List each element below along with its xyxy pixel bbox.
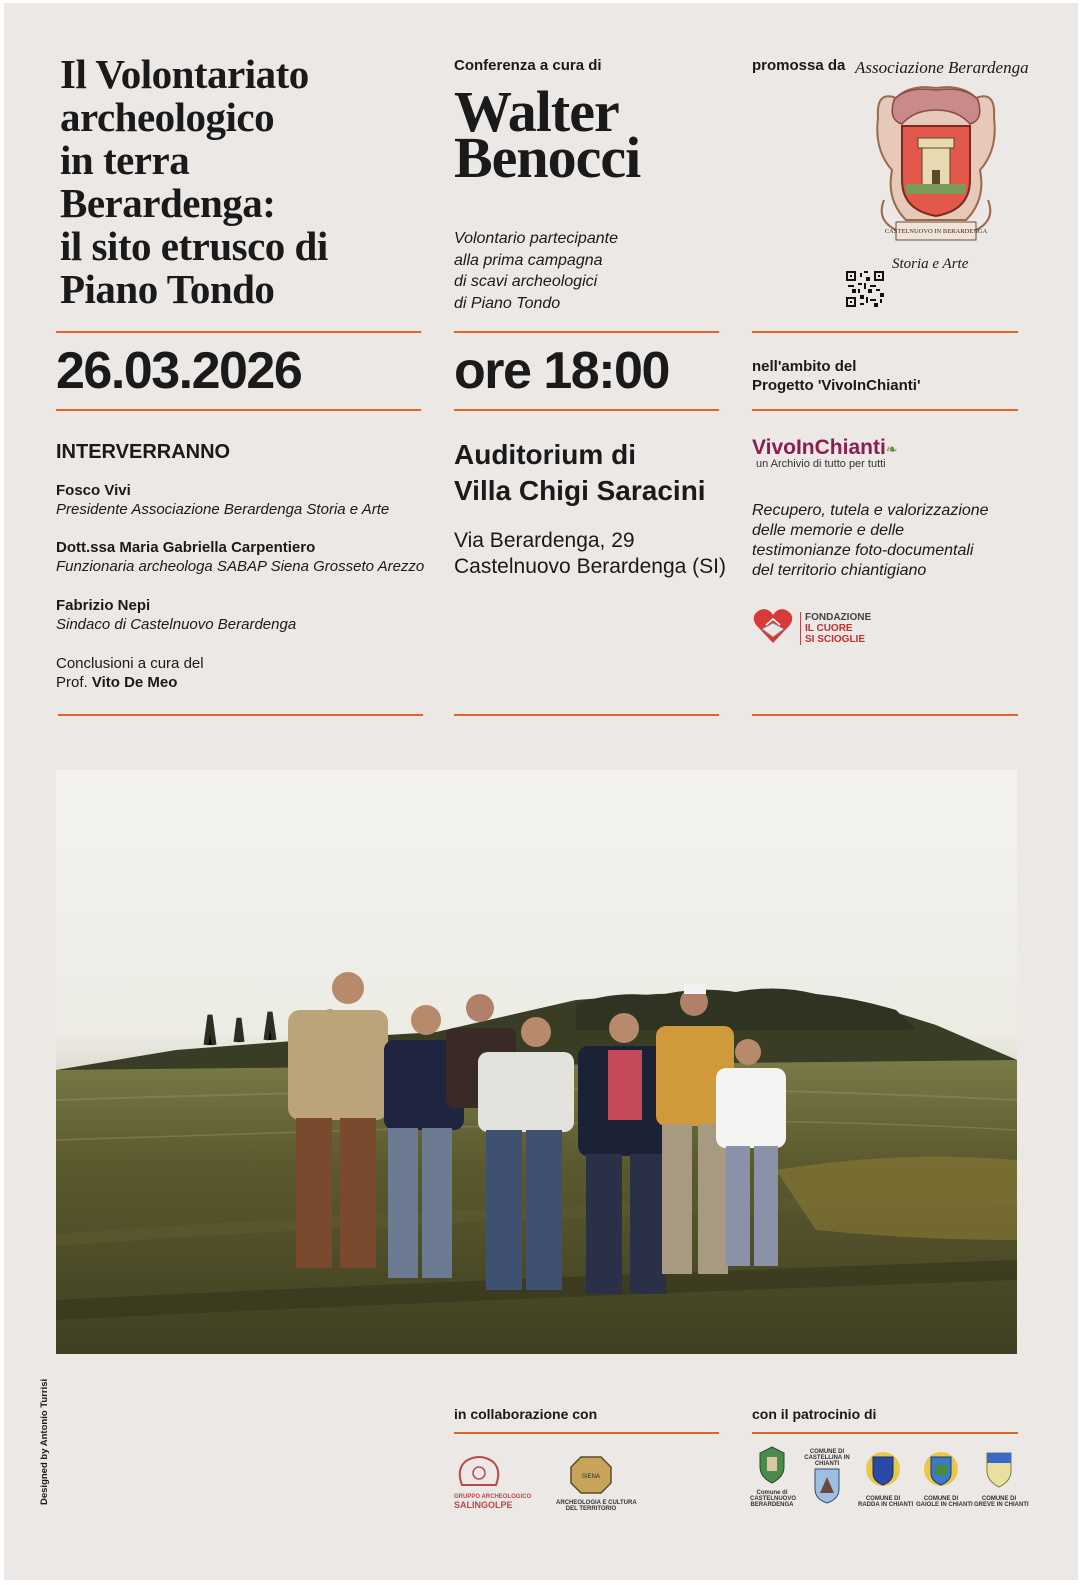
event-title bbox=[60, 53, 430, 311]
leaf-icon: ❧ bbox=[885, 441, 898, 457]
speaker-entry-role: Sindaco di Castelnuovo Berardenga bbox=[56, 616, 297, 633]
speaker-entry bbox=[56, 538, 424, 576]
divider bbox=[454, 1432, 719, 1434]
description-line: delle memorie e delle bbox=[752, 522, 905, 539]
logo-badge-text: SIENA bbox=[581, 1474, 601, 1480]
fondazione-line: FONDAZIONE bbox=[805, 612, 872, 623]
association-name: Associazione Berardenga bbox=[855, 58, 1029, 77]
gaiole-crest-icon bbox=[916, 1447, 973, 1508]
salingolpe-logo bbox=[454, 1455, 532, 1515]
castelnuovo-crest-icon bbox=[750, 1443, 797, 1508]
title-line: il sito etrusco di bbox=[60, 223, 328, 269]
radda-crest-icon bbox=[858, 1447, 914, 1508]
logo-caption: COMUNE DI bbox=[923, 1496, 959, 1502]
conference-label: Conferenza a cura di bbox=[454, 57, 602, 74]
greve-crest-icon bbox=[974, 1447, 1029, 1508]
project-line: nell'ambito del bbox=[752, 358, 857, 375]
speaker-description bbox=[454, 228, 618, 314]
venue-name bbox=[454, 437, 706, 509]
speaker-entry-name: Fabrizio Nepi bbox=[56, 597, 151, 614]
event-date: 26.03.2026 bbox=[56, 342, 302, 400]
divider bbox=[752, 409, 1018, 411]
divider bbox=[752, 714, 1018, 716]
siena-archeologia-logo bbox=[556, 1455, 637, 1512]
crest-text: CASTELNUOVO IN BERARDENGA bbox=[884, 228, 988, 235]
address-line: Castelnuovo Berardenga (SI) bbox=[454, 555, 726, 578]
logo-caption: Comune di bbox=[756, 1490, 788, 1496]
divider bbox=[56, 409, 421, 411]
vivo-subtitle: un Archivio di tutto per tutti bbox=[756, 458, 886, 470]
speaker-first-name: Walter bbox=[454, 79, 619, 144]
qr-code-icon bbox=[846, 271, 884, 307]
logo-caption: CASTELLINA IN bbox=[804, 1455, 850, 1461]
heart-icon bbox=[752, 607, 794, 650]
speaker-entry-name: Dott.ssa Maria Gabriella Carpentiero bbox=[56, 539, 316, 556]
divider bbox=[56, 331, 421, 333]
venue-line: Villa Chigi Saracini bbox=[454, 475, 706, 506]
description-line: testimonianze foto-documentali bbox=[752, 542, 974, 559]
fondazione-text bbox=[800, 612, 871, 645]
description-line: del territorio chiantigiano bbox=[752, 562, 927, 579]
address-line: Via Berardenga, 29 bbox=[454, 529, 635, 552]
logo-caption: CASTELNUOVO bbox=[750, 1496, 797, 1502]
description-line: di scavi archeologici bbox=[454, 273, 598, 290]
divider bbox=[454, 409, 719, 411]
fondazione-logo bbox=[752, 607, 871, 650]
logo-caption: COMUNE DI bbox=[809, 1449, 845, 1455]
logo-caption: DEL TERRITORIO bbox=[565, 1506, 617, 1512]
castellina-crest-icon bbox=[802, 1449, 852, 1510]
conclusion-line bbox=[56, 673, 204, 692]
logo-caption: COMUNE DI bbox=[981, 1496, 1017, 1502]
speaker-entry-role: Funzionaria archeologa SABAP Siena Grosseto Arezzo bbox=[56, 558, 425, 575]
project-description bbox=[752, 501, 989, 581]
association-crest-logo bbox=[866, 80, 1006, 255]
speakers-heading: INTERVERRANNO bbox=[56, 441, 231, 463]
divider bbox=[454, 331, 719, 333]
description-line: Recupero, tutela e valorizzazione bbox=[752, 502, 989, 519]
title-line: archeologico bbox=[60, 94, 275, 140]
divider bbox=[752, 1432, 1018, 1434]
divider bbox=[58, 714, 423, 716]
divider bbox=[454, 714, 719, 716]
association-tagline: Storia e Arte bbox=[892, 256, 969, 272]
title-line: Piano Tondo bbox=[60, 266, 275, 312]
historic-excavation-photo bbox=[56, 770, 1017, 1354]
conclusion-note bbox=[56, 654, 204, 692]
fondazione-line: SI SCIOGLIE bbox=[805, 634, 866, 645]
speaker-name bbox=[454, 79, 641, 190]
venue-line: Auditorium di bbox=[454, 439, 636, 470]
description-line: alla prima campagna bbox=[454, 251, 603, 269]
speaker-entry bbox=[56, 481, 389, 519]
speaker-entry-role: Presidente Associazione Berardenga Storia e Arte bbox=[56, 501, 390, 518]
venue-address bbox=[454, 528, 726, 580]
logo-caption: ARCHEOLOGIA E CULTURA bbox=[556, 1500, 637, 1506]
divider bbox=[752, 331, 1018, 333]
speaker-last-name: Benocci bbox=[454, 125, 641, 190]
conclusion-line: Conclusioni a cura del bbox=[56, 655, 204, 672]
logo-caption: COMUNE DI bbox=[865, 1496, 901, 1502]
designer-credit: Designed by Antonio Turrisi bbox=[39, 1378, 50, 1505]
title-line: in terra bbox=[60, 137, 190, 183]
vivoinchianti-logo bbox=[752, 436, 898, 470]
logo-caption: CHIANTI bbox=[814, 1461, 840, 1467]
collaboration-label: in collaborazione con bbox=[454, 1406, 598, 1422]
logo-caption: RADDA IN CHIANTI bbox=[858, 1502, 914, 1508]
fondazione-line: IL CUORE bbox=[805, 623, 853, 634]
title-line: Il Volontariato bbox=[60, 51, 309, 97]
poster bbox=[4, 3, 1078, 1580]
logo-caption: BERARDENGA bbox=[750, 1502, 794, 1508]
logo-caption: GRUPPO ARCHEOLOGICO bbox=[454, 1494, 532, 1500]
event-time: ore 18:00 bbox=[454, 342, 669, 400]
description-line: Volontario partecipante bbox=[454, 230, 618, 247]
conclusion-prefix: Prof. bbox=[56, 674, 88, 691]
project-line: Progetto 'VivoInChianti' bbox=[752, 377, 921, 394]
logo-caption: GREVE IN CHIANTI bbox=[974, 1502, 1029, 1508]
project-note bbox=[752, 357, 921, 395]
conclusion-name: Vito De Meo bbox=[91, 674, 178, 691]
description-line: di Piano Tondo bbox=[454, 294, 561, 312]
logo-caption: SALINGOLPE bbox=[454, 1500, 513, 1510]
patronage-label: con il patrocinio di bbox=[752, 1406, 877, 1422]
speaker-entry-name: Fosco Vivi bbox=[56, 482, 131, 499]
vivo-name: VivoInChianti bbox=[752, 436, 886, 459]
title-line: Berardenga: bbox=[60, 180, 276, 226]
promoter-label: promossa da bbox=[752, 57, 846, 74]
logo-caption: GAIOLE IN CHIANTI bbox=[916, 1502, 973, 1508]
speaker-entry bbox=[56, 596, 296, 634]
